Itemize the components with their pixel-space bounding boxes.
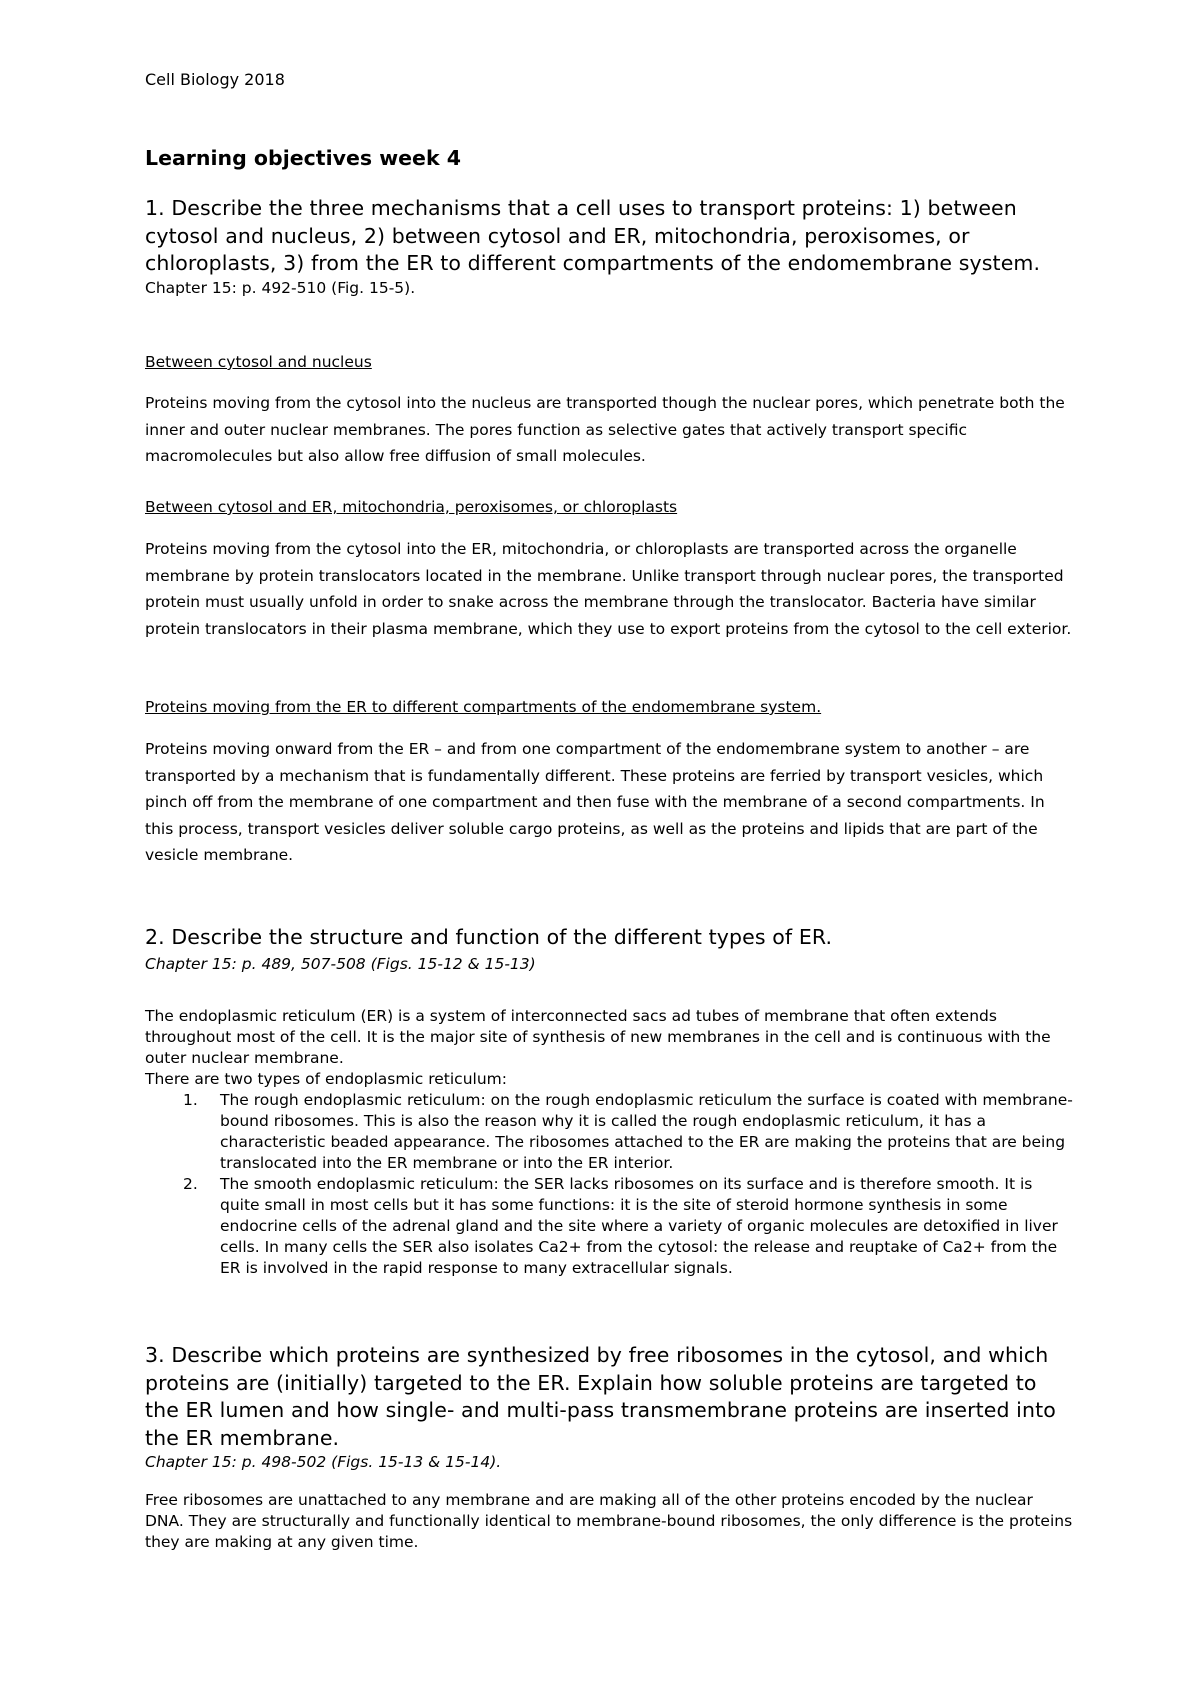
list-item-text: The smooth endoplasmic reticulum: the SER lacks ribosomes on its surface and is therefore smooth. It is quite small in most cells but it has some functions: it is the site of steroid hormone synthesis in some endocrine cells of the adrenal gland and the site where a variety of organic molecules are detoxified in liver cells. In many cells the SER also isolates Ca2+ from the cytosol: the release and reuptake of Ca2+ from the ER is involved in the rapid response to many extracellular signals. bbox=[220, 1175, 1058, 1277]
document-page bbox=[145, 70, 1075, 1551]
section-er-endomembrane-body-wrap bbox=[145, 736, 1075, 869]
objective-2-body bbox=[145, 1006, 1075, 1279]
objective-3-reference: Chapter 15: p. 498-502 (Figs. 15-13 & 15-14). bbox=[145, 1453, 502, 1471]
list-item-number: 2. bbox=[183, 1175, 198, 1193]
document-title: Learning objectives week 4 bbox=[145, 146, 461, 170]
section-cytosol-nucleus-body-wrap bbox=[145, 390, 1075, 470]
objective-3-body bbox=[145, 1490, 1075, 1553]
list-item bbox=[145, 1090, 1075, 1174]
section-cytosol-er-body-wrap bbox=[145, 536, 1075, 642]
section-cytosol-er bbox=[145, 497, 1075, 517]
section-body: Proteins moving onward from the ER – and from one compartment of the endomembrane system to another – are transported by a mechanism that is fundamentally different. These proteins are ferried by transport vesicles, which pinch off from the membrane of one compartment and then fuse with the membrane of a second compartments. In this process, transport vesicles deliver soluble cargo proteins, as well as the proteins and lipids that are part of the vesicle membrane. bbox=[145, 740, 1045, 864]
section-heading: Proteins moving from the ER to different compartments of the endomembrane system. bbox=[145, 698, 822, 716]
objective-3 bbox=[145, 1342, 1075, 1472]
er-types-intro: There are two types of endoplasmic reticulum: bbox=[145, 1070, 507, 1088]
list-item bbox=[145, 1174, 1075, 1279]
objective-2-reference: Chapter 15: p. 489, 507-508 (Figs. 15-12 & 15-13) bbox=[145, 954, 536, 973]
objective-1-heading: 1. Describe the three mechanisms that a cell uses to transport proteins: 1) between cytosol and nucleus, 2) between cytosol and ER, mitochondria, peroxisomes, or chloroplasts, 3) from the ER to different compartments of the endomembrane system. bbox=[145, 196, 1041, 275]
section-er-endomembrane bbox=[145, 697, 1075, 717]
section-cytosol-nucleus bbox=[145, 352, 1075, 372]
section-heading: Between cytosol and nucleus bbox=[145, 353, 372, 371]
page-header: Cell Biology 2018 bbox=[145, 70, 285, 89]
section-body: Proteins moving from the cytosol into the nucleus are transported though the nuclear pores, which penetrate both the inner and outer nuclear membranes. The pores function as selective gates that actively transport specific macromolecules but also allow free diffusion of small molecules. bbox=[145, 394, 1065, 465]
objective-1 bbox=[145, 195, 1075, 298]
objective-2-heading: 2. Describe the structure and function of the different types of ER. bbox=[145, 925, 833, 949]
objective-1-reference: Chapter 15: p. 492-510 (Fig. 15-5). bbox=[145, 278, 416, 297]
list-item-text: The rough endoplasmic reticulum: on the rough endoplasmic reticulum the surface is coated with membrane-bound ribosomes. This is also the reason why it is called the rough endoplasmic reticulum, it has a characteristic beaded appearance. The ribosomes attached to the ER are making the proteins that are being translocated into the ER membrane or into the ER interior. bbox=[220, 1091, 1073, 1172]
objective-3-heading: 3. Describe which proteins are synthesized by free ribosomes in the cytosol, and which proteins are (initially) targeted to the ER. Explain how soluble proteins are targeted to the ER lumen and how single- and multi-pass transmembrane proteins are inserted into the ER membrane. bbox=[145, 1343, 1056, 1450]
section-body: Proteins moving from the cytosol into the ER, mitochondria, or chloroplasts are transported across the organelle membrane by protein translocators located in the membrane. Unlike transport through nuclear pores, the transported protein must usually unfold in order to snake across the membrane through the translocator. Bacteria have similar protein translocators in their plasma membrane, which they use to export proteins from the cytosol to the cell exterior. bbox=[145, 540, 1072, 638]
er-intro: The endoplasmic reticulum (ER) is a system of interconnected sacs ad tubes of membrane that often extends throughout most of the cell. It is the major site of synthesis of new membranes in the cell and is continuous with the outer nuclear membrane. bbox=[145, 1007, 1051, 1067]
free-ribosomes-text: Free ribosomes are unattached to any membrane and are making all of the other proteins encoded by the nuclear DNA. They are structurally and functionally identical to membrane-bound ribosomes, the only difference is the proteins they are making at any given time. bbox=[145, 1491, 1073, 1551]
objective-2 bbox=[145, 924, 1075, 974]
list-item-number: 1. bbox=[183, 1091, 198, 1109]
er-types-list bbox=[145, 1090, 1075, 1279]
section-heading: Between cytosol and ER, mitochondria, peroxisomes, or chloroplasts bbox=[145, 498, 678, 516]
